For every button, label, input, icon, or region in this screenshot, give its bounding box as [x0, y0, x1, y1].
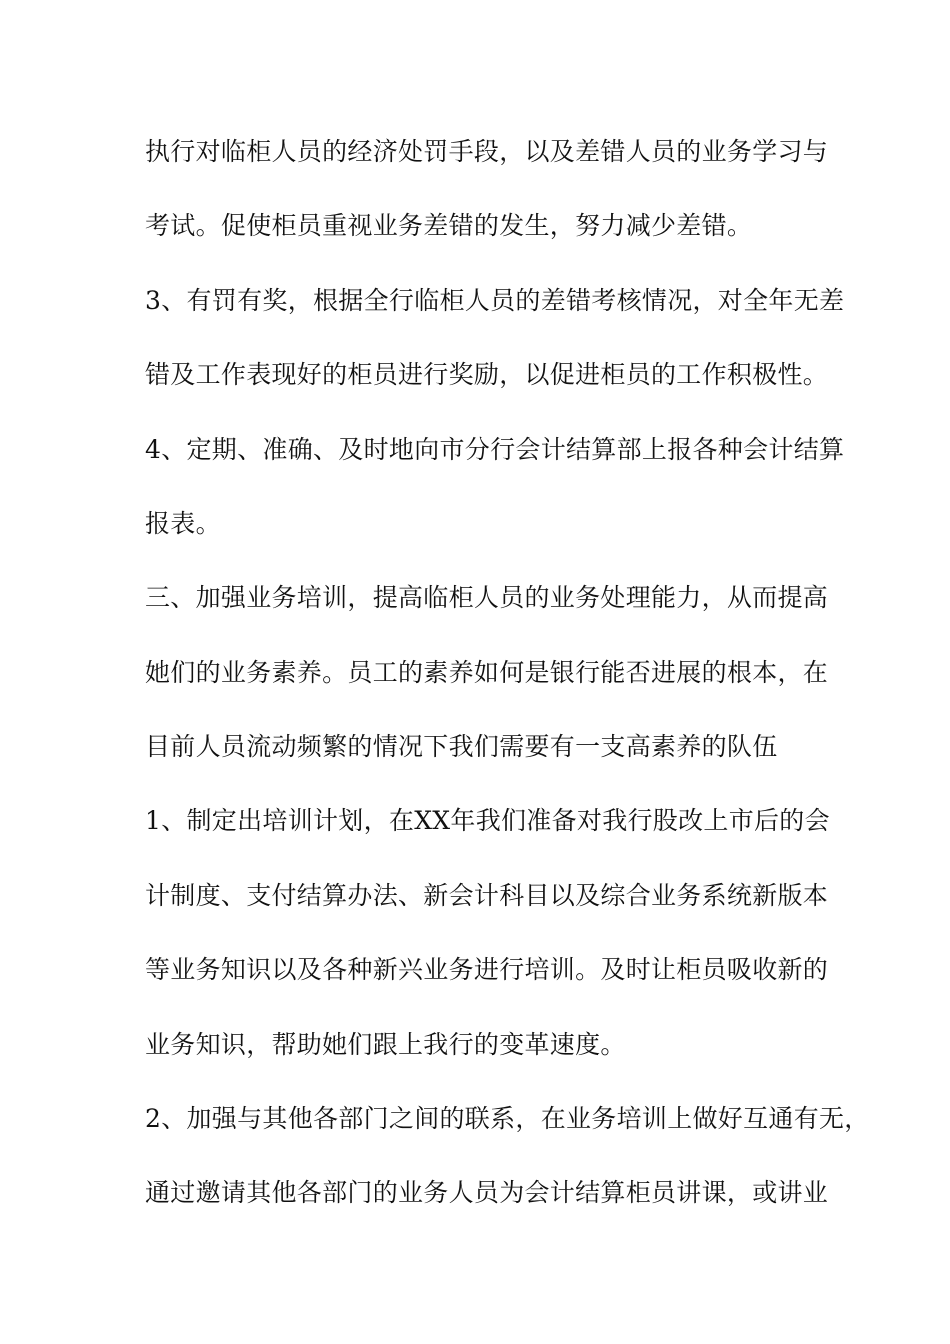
text-line: 2、加强与其他各部门之间的联系，在业务培训上做好互通有无， [145, 1104, 870, 1133]
text-line: 她们的业务素养。员工的素养如何是银行能否进展的根本，在 [145, 658, 829, 687]
text-line: 通过邀请其他各部门的业务人员为会计结算柜员讲课，或讲业 [145, 1178, 829, 1207]
text-line: 三、加强业务培训，提高临柜人员的业务处理能力，从而提高 [145, 583, 829, 612]
text-line: 考试。促使柜员重视业务差错的发生，努力减少差错。 [145, 211, 753, 240]
text-line: 执行对临柜人员的经济处罚手段，以及差错人员的业务学习与 [145, 137, 829, 166]
text-line: 业务知识，帮助她们跟上我行的变革速度。 [145, 1030, 626, 1059]
text-line: 4、定期、准确、及时地向市分行会计结算部上报各种会计结算 [145, 435, 845, 464]
text-line: 1、制定出培训计划，在XX年我们准备对我行股改上市后的会 [145, 806, 830, 835]
text-line: 计制度、支付结算办法、新会计科目以及综合业务系统新版本 [145, 881, 829, 910]
text-line: 报表。 [145, 509, 221, 538]
text-line: 等业务知识以及各种新兴业务进行培训。及时让柜员吸收新的 [145, 955, 829, 984]
text-line: 目前人员流动频繁的情况下我们需要有一支高素养的队伍 [145, 732, 778, 761]
text-line: 3、有罚有奖，根据全行临柜人员的差错考核情况，对全年无差 [145, 286, 845, 315]
text-line: 错及工作表现好的柜员进行奖励，以促进柜员的工作积极性。 [145, 360, 829, 389]
